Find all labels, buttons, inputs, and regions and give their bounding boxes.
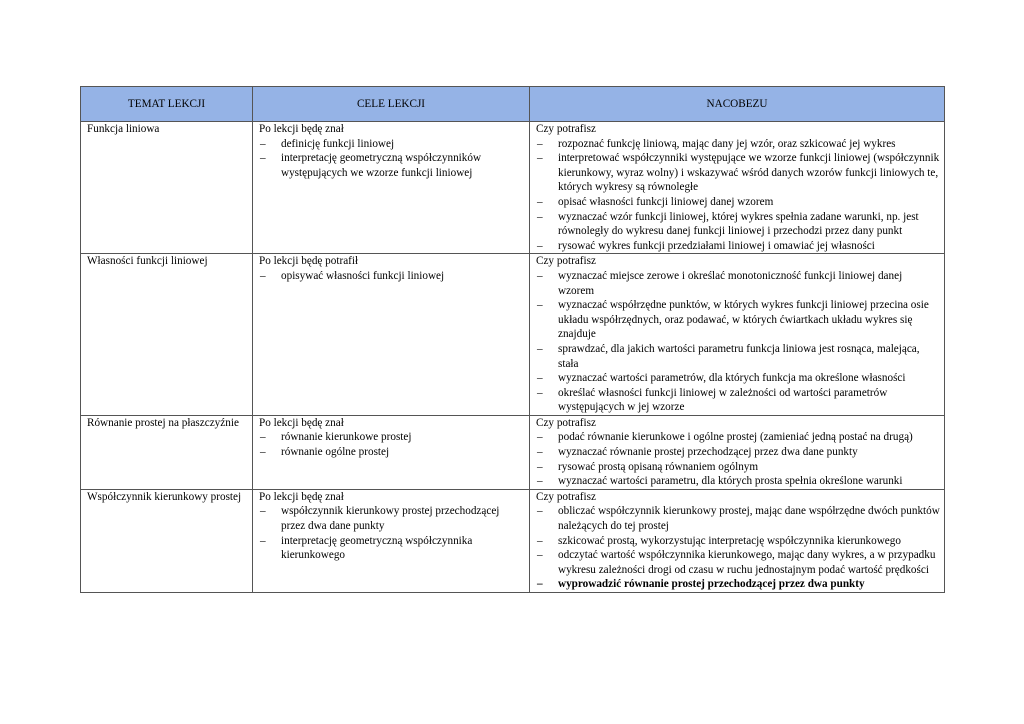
topic-cell [81,415,253,489]
criteria-list [536,137,940,254]
header-criteria: NACOBEZU [530,87,945,122]
goals-intro: Po lekcji będę potrafił [259,255,359,268]
criteria-intro: Czy potrafisz [536,123,596,135]
topic-cell [81,489,253,592]
criteria-cell [530,415,945,489]
criterion-item: – określać własności funkcji liniowej w zależności od wartości parametrów występujących w jej wzorze [536,386,940,415]
criterion-item: – wyprowadzić równanie prostej przechodzącej przez dwa punkty [536,577,940,592]
criterion-item: – interpretować współczynniki występujące we wzorze funkcji liniowej (współczynnik kierunkowy, wyraz wolny) i wskazywać wśród danych wzorów funkcji liniowych te, których wykresy są równoległe [536,151,940,195]
criteria-intro: Czy potrafisz [536,255,596,268]
goals-cell [253,415,530,489]
topic-text: Współczynnik kierunkowy prostej [87,490,242,503]
topic-text: Własności funkcji liniowej [87,255,208,268]
criteria-list [536,269,940,415]
table-row [81,254,945,416]
goal-item: – definicję funkcji liniowej [259,137,525,152]
criterion-item: – odczytać wartość współczynnika kierunkowego, mając dany wykres, a w przypadku wykresu zależności drogi od czasu w ruchu jednostajnym podać wartość prędkości [536,548,940,577]
criterion-item: – szkicować prostą, wykorzystując interpretację współczynnika kierunkowego [536,534,940,549]
criterion-item: – rysować wykres funkcji przedziałami liniowej i omawiać jej własności [536,239,940,254]
topic-text: Funkcja liniowa [87,123,160,135]
header-row [81,87,945,122]
criterion-item: – wyznaczać współrzędne punktów, w których wykres funkcji liniowej przecina osie układu współrzędnych, oraz podawać, w których ćwiartkach układu wykres się znajduje [536,298,940,342]
table-row [81,122,945,254]
criterion-item: – wyznaczać wartości parametru, dla których prosta spełnia określone warunki [536,474,940,489]
goal-item: – współczynnik kierunkowy prostej przechodzącej przez dwa dane punkty [259,504,525,533]
goals-intro: Po lekcji będę znał [259,416,344,429]
goals-cell [253,122,530,254]
criteria-intro: Czy potrafisz [536,490,596,503]
criteria-list [536,504,940,592]
lesson-plan-table [80,86,945,593]
goals-list [259,504,525,562]
topic-text: Równanie prostej na płaszczyźnie [87,416,239,429]
criterion-item: – podać równanie kierunkowe i ogólne prostej (zamieniać jedną postać na drugą) [536,430,940,445]
criteria-list [536,430,940,488]
goals-cell [253,254,530,416]
criteria-intro: Czy potrafisz [536,416,596,429]
goals-list [259,269,525,284]
header-topic: TEMAT LEKCJI [81,87,253,122]
criterion-item: – sprawdzać, dla jakich wartości parametru funkcja liniowa jest rosnąca, malejąca, stała [536,342,940,371]
criterion-item: – obliczać współczynnik kierunkowy prostej, mając dane współrzędne dwóch punktów należących do tej prostej [536,504,940,533]
goals-list [259,137,525,181]
criteria-cell [530,254,945,416]
goal-item: – równanie ogólne prostej [259,445,525,460]
criteria-cell [530,122,945,254]
table-row [81,489,945,592]
goal-item: – opisywać własności funkcji liniowej [259,269,525,284]
table-body [81,122,945,593]
goal-item: – równanie kierunkowe prostej [259,430,525,445]
topic-cell [81,122,253,254]
goal-item: – interpretację geometryczną współczynników występujących we wzorze funkcji liniowej [259,151,525,180]
goals-list [259,430,525,459]
topic-cell [81,254,253,416]
criterion-item: – wyznaczać miejsce zerowe i określać monotoniczność funkcji liniowej danej wzorem [536,269,940,298]
criterion-item: – wyznaczać wartości parametrów, dla których funkcja ma określone własności [536,371,940,386]
table-row [81,415,945,489]
criterion-item: – rysować prostą opisaną równaniem ogólnym [536,460,940,475]
criterion-item: – rozpoznać funkcję liniową, mając dany jej wzór, oraz szkicować jej wykres [536,137,940,152]
goals-cell [253,489,530,592]
criterion-item: – wyznaczać równanie prostej przechodzącej przez dwa dane punkty [536,445,940,460]
criterion-item: – wyznaczać wzór funkcji liniowej, której wykres spełnia zadane warunki, np. jest równoległy do wykresu danej funkcji liniowej i przechodzi przez dany punkt [536,210,940,239]
header-goals: CELE LEKCJI [253,87,530,122]
goal-item: – interpretację geometryczną współczynnika kierunkowego [259,534,525,563]
criteria-cell [530,489,945,592]
criterion-item: – opisać własności funkcji liniowej danej wzorem [536,195,940,210]
goals-intro: Po lekcji będę znał [259,123,344,135]
goals-intro: Po lekcji będę znał [259,490,344,503]
